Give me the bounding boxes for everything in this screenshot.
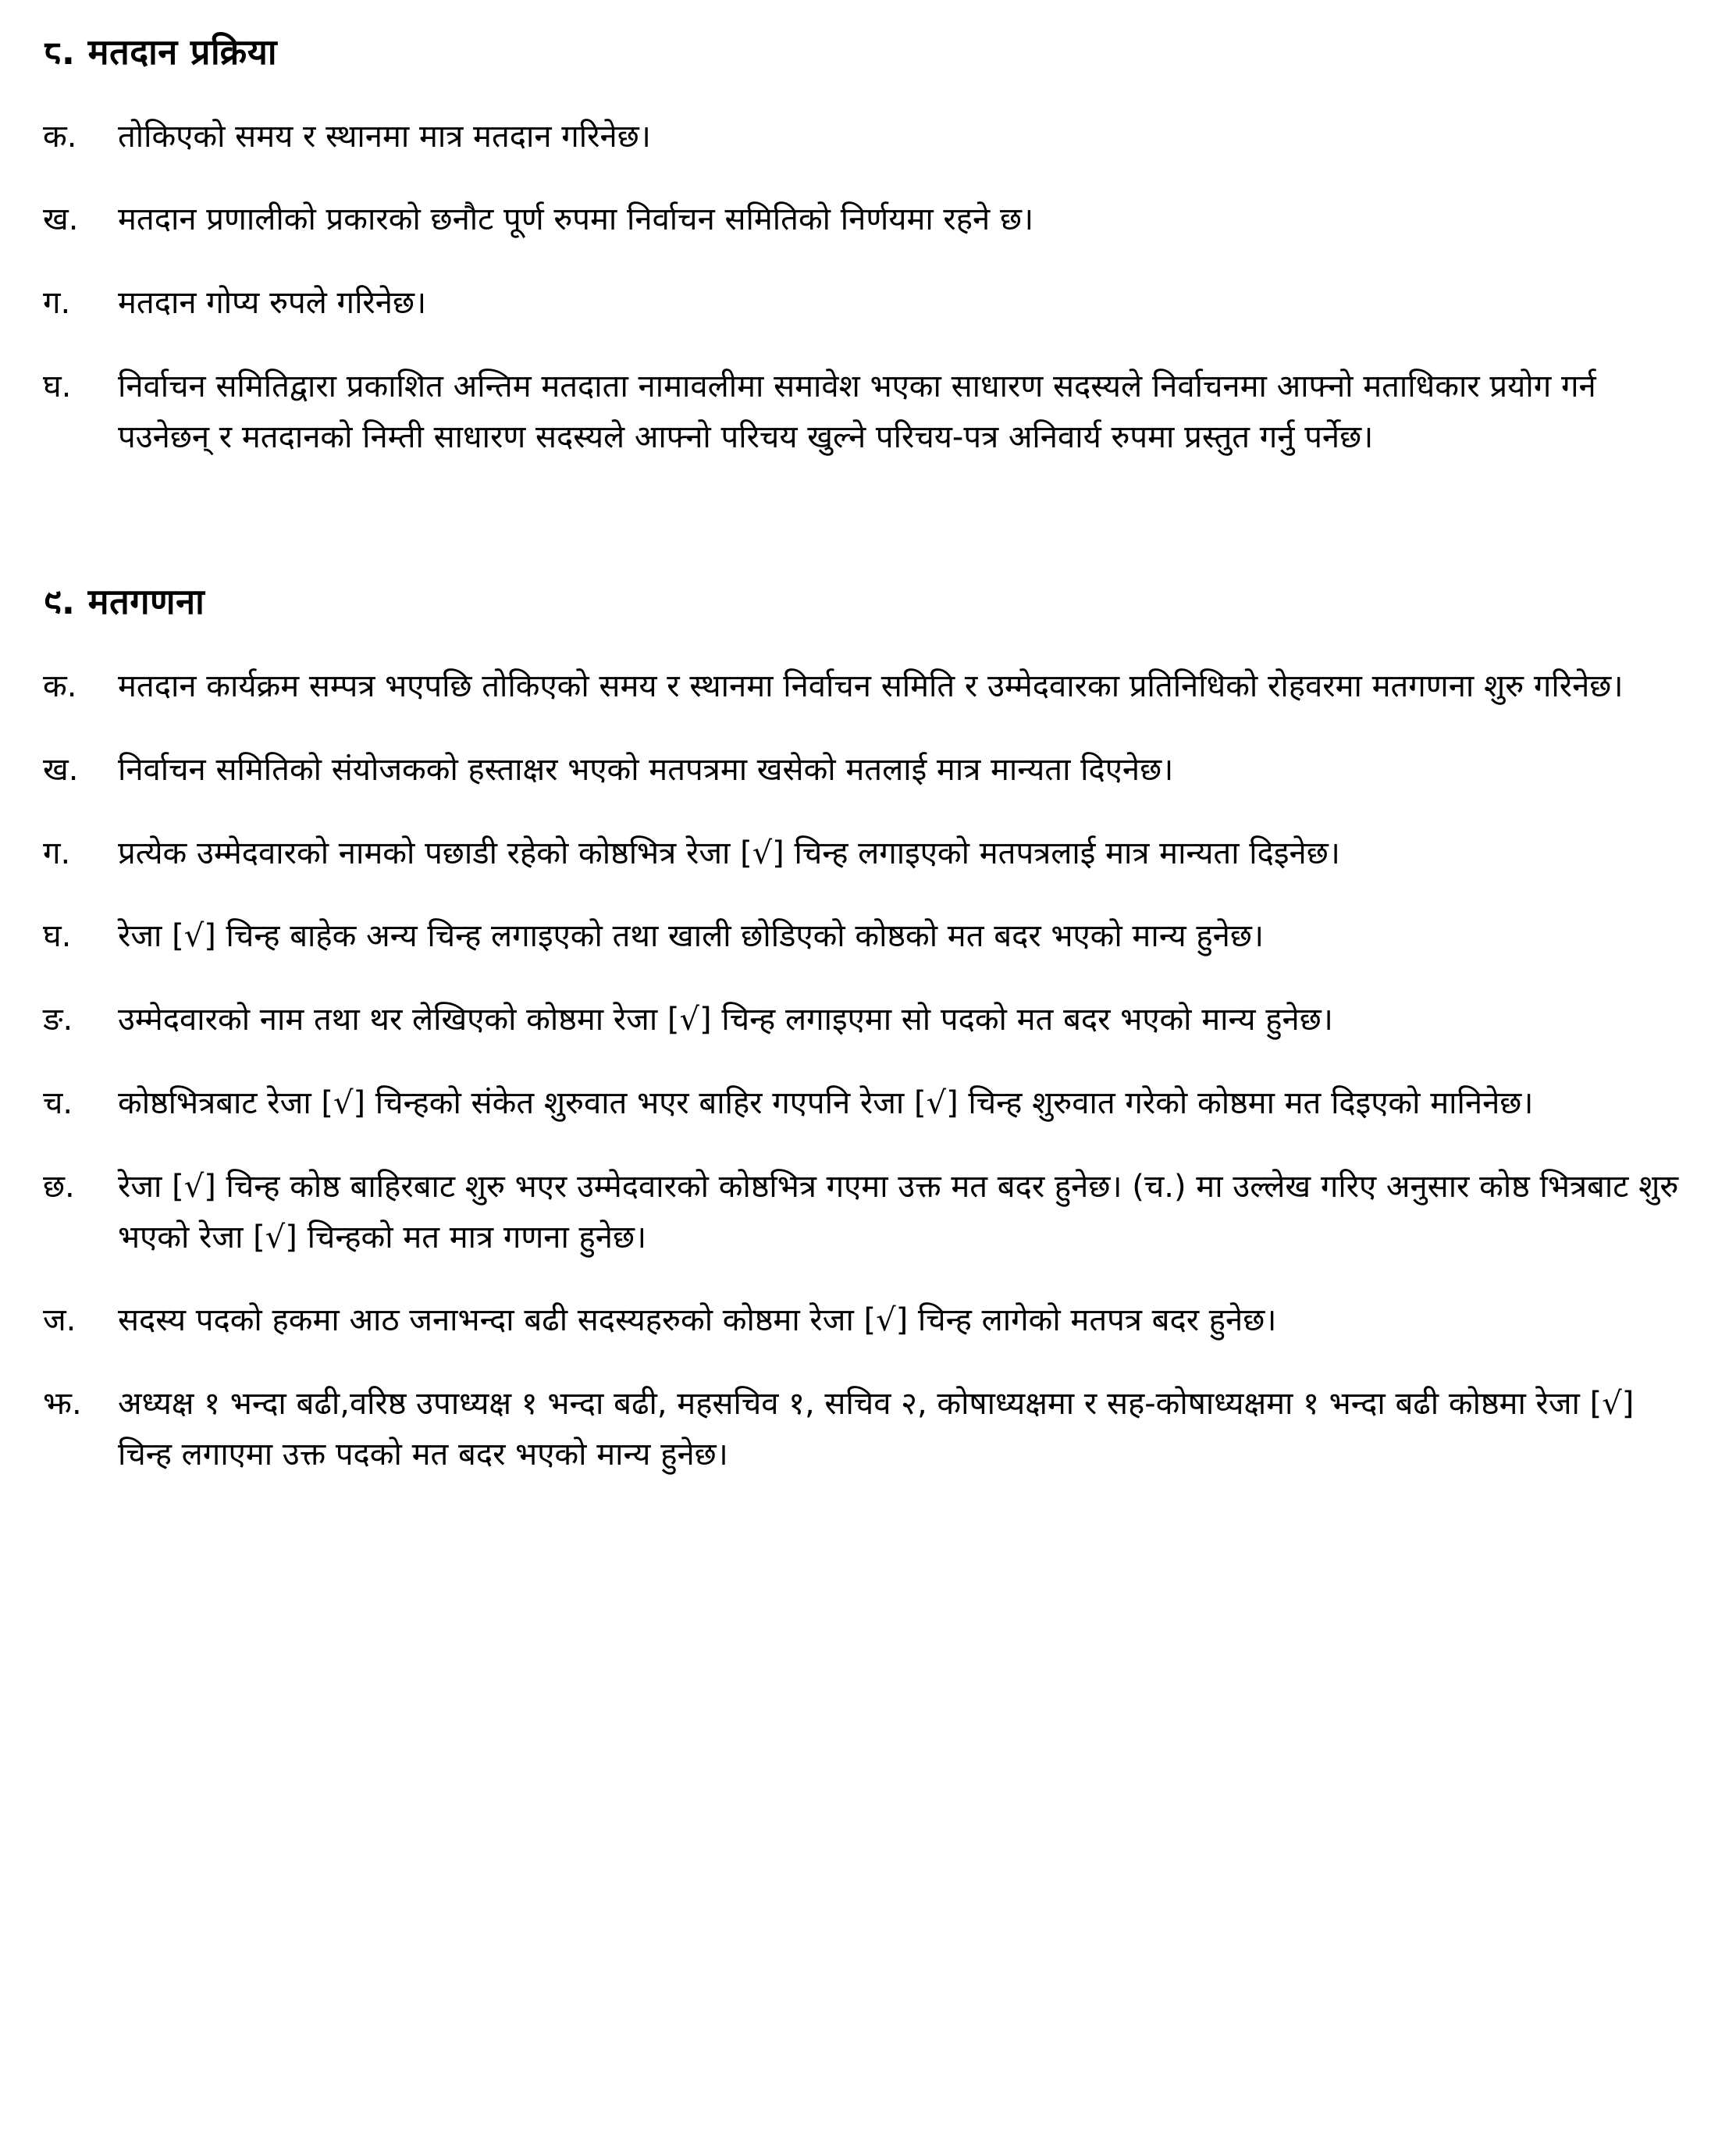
- section-heading-voting-process: ८. मतदान प्रक्रिया: [43, 31, 277, 73]
- list-item-label: झ.: [43, 1386, 82, 1423]
- list-item-text: निर्वाचन समितिद्वारा प्रकाशित अन्तिम मतदाता नामावलीमा समावेश भएका साधारण सदस्यले निर्वाचनमा आफ्नो मताधिकार प्रयोग गर्न पउनेछन् र मतदानको निम्ती साधारण सदस्यले आफ्नो परिचय खुल्ने परिचय-पत्र अनिवार्य रुपमा प्रस्तुत गर्नु पर्नेछ।: [118, 368, 1596, 455]
- list-item-label: ग.: [43, 285, 71, 322]
- list-item-label: ग.: [43, 835, 71, 871]
- list-item-label: च.: [43, 1084, 73, 1121]
- list-item-label: ख.: [43, 201, 79, 238]
- list-item-label: ख.: [43, 751, 79, 788]
- list-item: [43, 1078, 1697, 1129]
- list-item-label: घ.: [43, 368, 72, 404]
- list-item: [43, 661, 1697, 712]
- list-item-text: मतदान गोप्य रुपले गरिनेछ।: [118, 285, 427, 322]
- list-item-label: ङ.: [43, 1002, 73, 1038]
- list-item-label: क.: [43, 118, 77, 155]
- list-item-text: निर्वाचन समितिको संयोजकको हस्ताक्षर भएको मतपत्रमा खसेको मतलाई मात्र मान्यता दिएनेछ।: [118, 751, 1174, 788]
- list-item-text: कोष्ठभित्रबाट रेजा [√] चिन्हको संकेत शुरुवात भएर बाहिर गएपनि रेजा [√] चिन्ह शुरुवात गरेको कोष्ठमा मत दिइएको मानिनेछ।: [118, 1084, 1534, 1121]
- list-item-text: रेजा [√] चिन्ह कोष्ठ बाहिरबाट शुरु भएर उम्मेदवारको कोष्ठभित्र गएमा उक्त मत बदर हुनेछ। (च.) मा उल्लेख गरिए अनुसार कोष्ठ भित्रबाट शुरु भएको रेजा [√] चिन्हको मत मात्र गणना हुनेछ।: [118, 1168, 1679, 1255]
- list-item-label: छ.: [43, 1168, 75, 1205]
- list-item-text: प्रत्येक उम्मेदवारको नामको पछाडी रहेको कोष्ठभित्र रेजा [√] चिन्ह लगाइएको मतपत्रलाई मात्र मान्यता दिइनेछ।: [118, 835, 1340, 871]
- list-item: [43, 828, 1697, 879]
- list-item-label: घ.: [43, 918, 72, 955]
- section-heading-vote-counting: ९. मतगणना: [43, 581, 205, 623]
- list-item-text: सदस्य पदको हकमा आठ जनाभन्दा बढी सदस्यहरुको कोष्ठमा रेजा [√] चिन्ह लागेको मतपत्र बदर हुनेछ।: [118, 1302, 1277, 1339]
- list-item-label: क.: [43, 668, 77, 704]
- list-item: [43, 745, 1697, 796]
- list-item: [43, 1162, 1697, 1263]
- list-item: [43, 278, 1697, 329]
- section-voting-process: [43, 30, 1697, 462]
- list-item: [43, 361, 1697, 463]
- list-item-text: उम्मेदवारको नाम तथा थर लेखिएको कोष्ठमा रेजा [√] चिन्ह लगाइएमा सो पदको मत बदर भएको मान्य हुनेछ।: [118, 1002, 1333, 1038]
- list-item: [43, 194, 1697, 245]
- list-item-text: रेजा [√] चिन्ह बाहेक अन्य चिन्ह लगाइएको तथा खाली छोडिएको कोष्ठको मत बदर भएको मान्य हुनेछ।: [118, 918, 1265, 955]
- section-vote-counting: [43, 579, 1697, 1480]
- list-item: [43, 112, 1697, 162]
- list-item-text: तोकिएको समय र स्थानमा मात्र मतदान गरिनेछ।: [118, 118, 651, 155]
- list-item-text: मतदान प्रणालीको प्रकारको छनौट पूर्ण रुपमा निर्वाचन समितिको निर्णयमा रहने छ।: [118, 201, 1034, 238]
- list-item-text: अध्यक्ष १ भन्दा बढी,वरिष्ठ उपाध्यक्ष १ भन्दा बढी, महसचिव १, सचिव २, कोषाध्यक्षमा र सह-कोषाध्यक्षमा १ भन्दा बढी कोष्ठमा रेजा [√] चिन्ह लगाएमा उक्त पदको मत बदर भएको मान्य हुनेछ।: [118, 1386, 1635, 1472]
- list-item: [43, 1295, 1697, 1346]
- list-item: [43, 995, 1697, 1045]
- list-item-label: ज.: [43, 1302, 76, 1339]
- list-item-text: मतदान कार्यक्रम सम्पत्र भएपछि तोकिएको समय र स्थानमा निर्वाचन समिति र उम्मेदवारका प्रतिनिधिको रोहवरमा मतगणना शुरु गरिनेछ।: [118, 668, 1624, 704]
- list-item: [43, 1379, 1697, 1480]
- list-item: [43, 911, 1697, 962]
